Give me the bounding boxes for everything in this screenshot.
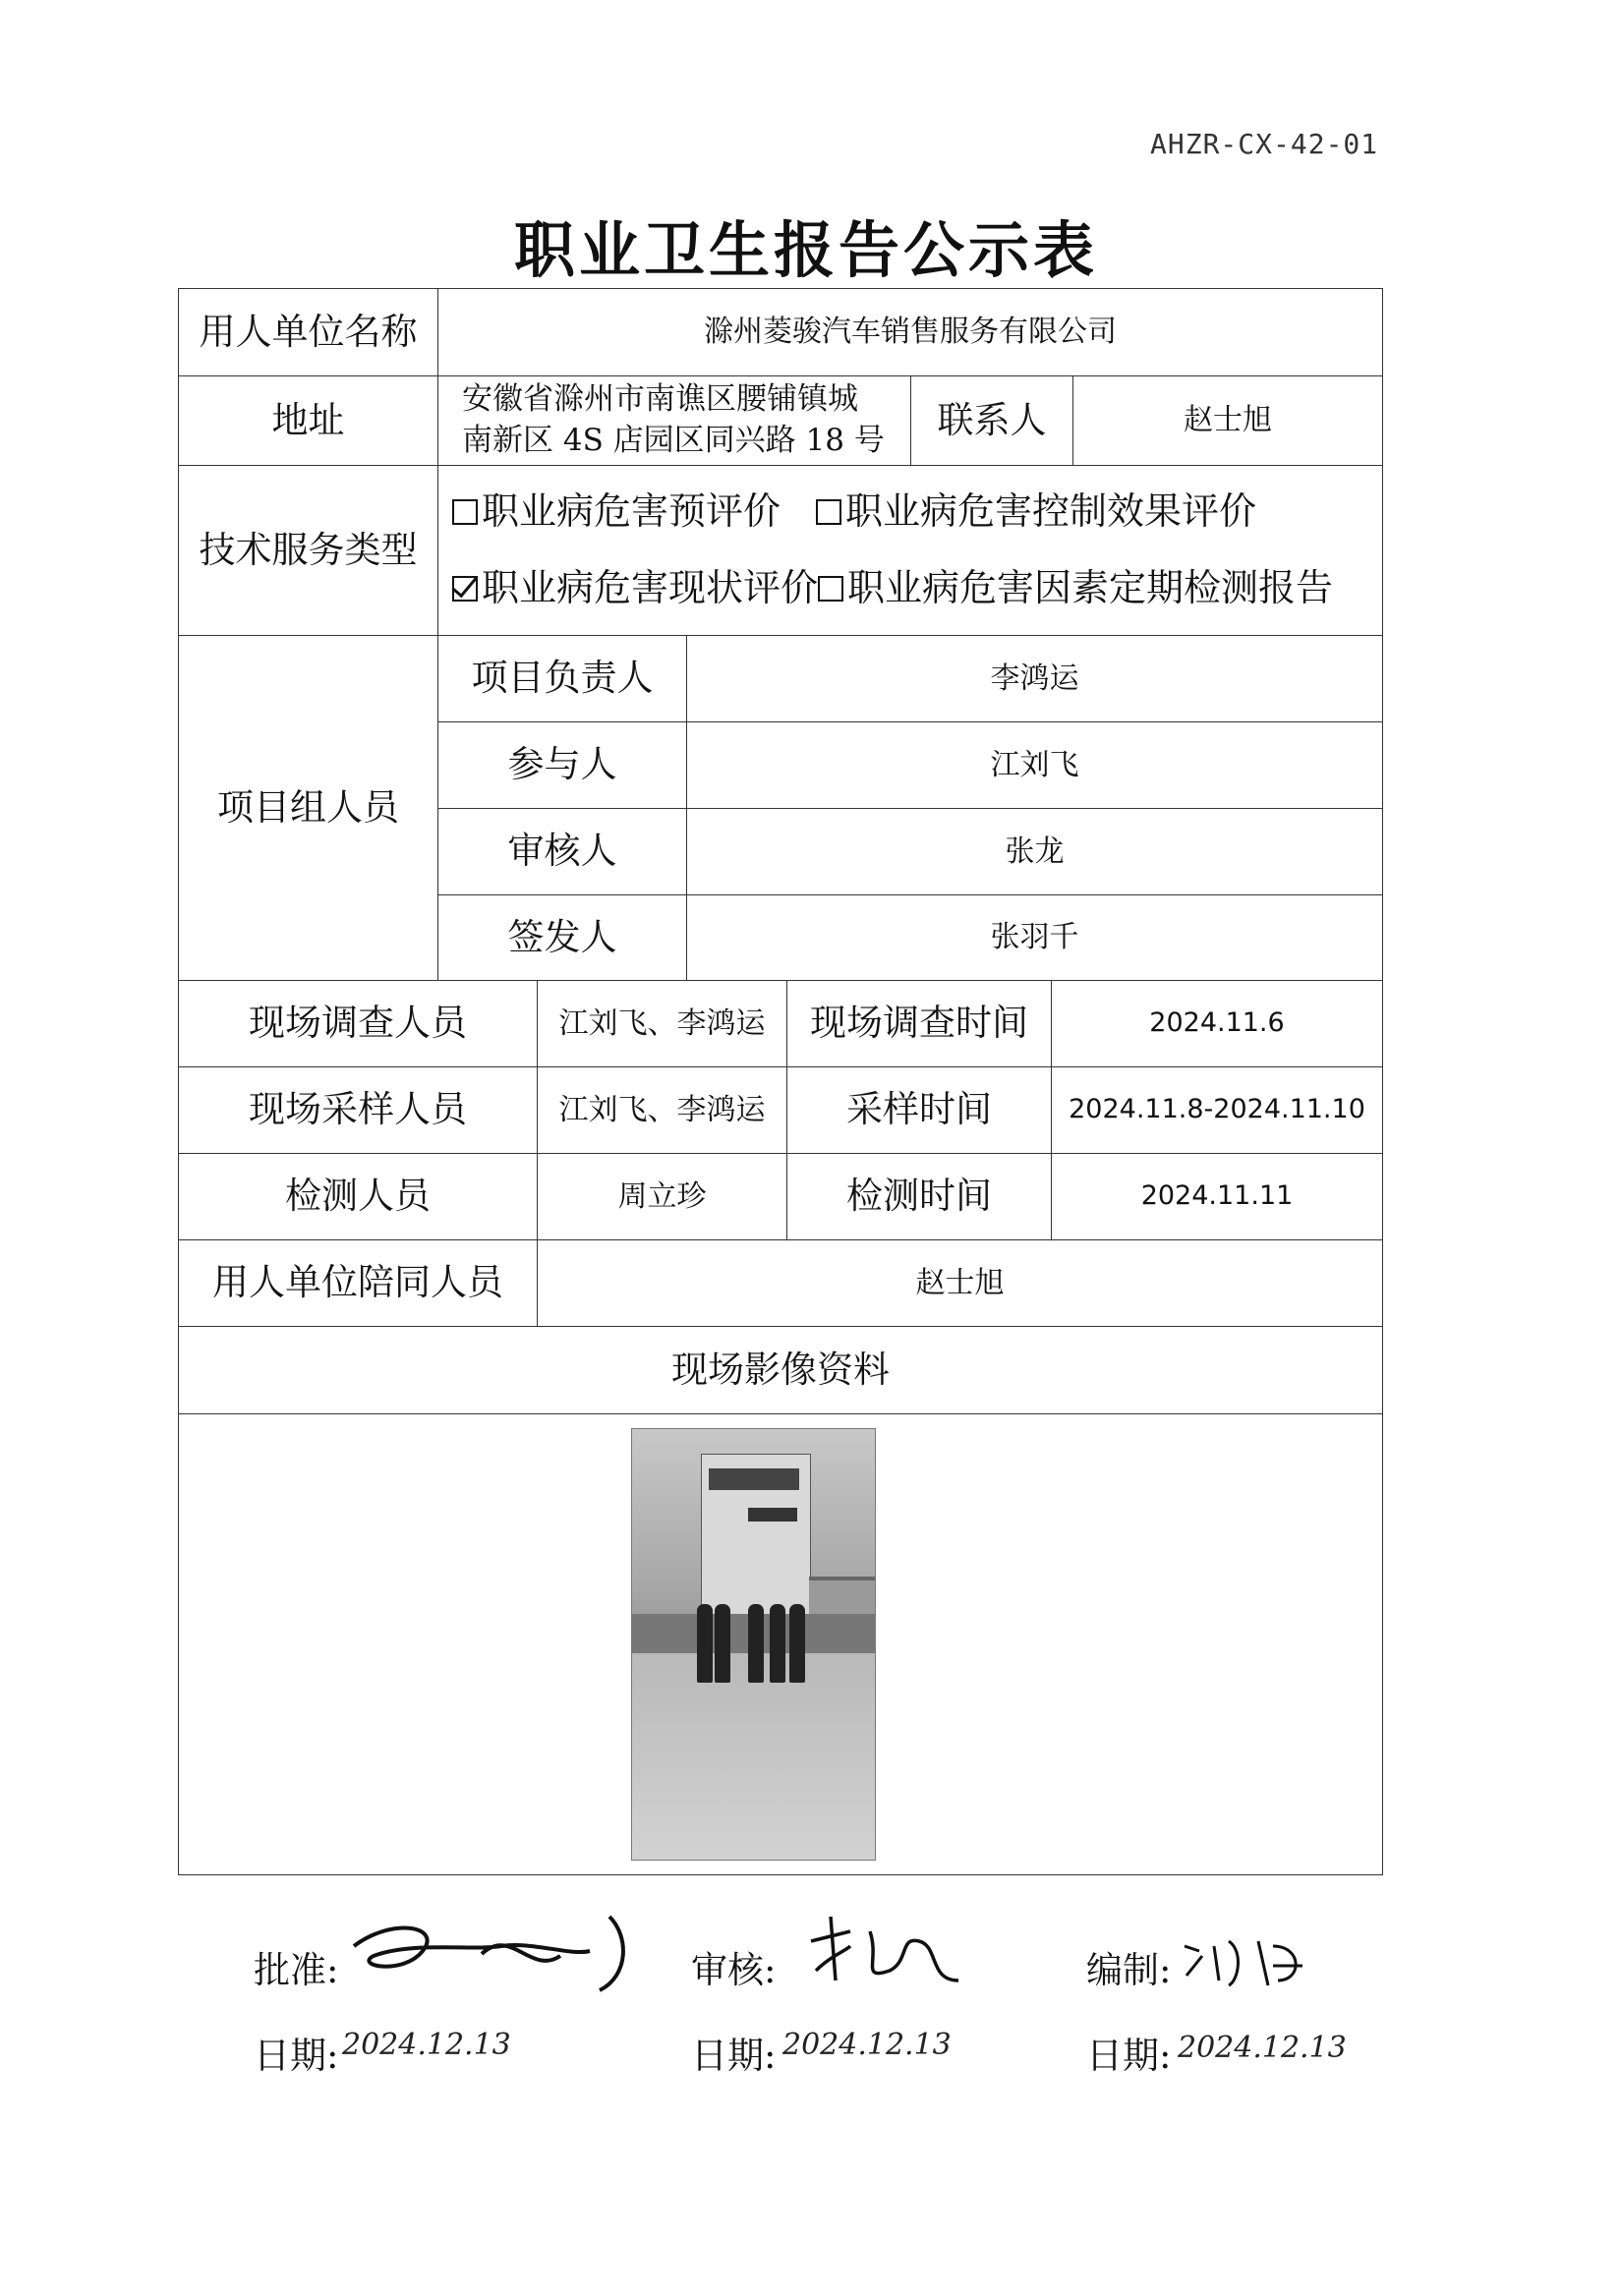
team-role: 签发人 [437, 894, 687, 981]
review-signature [791, 1902, 968, 2000]
service-type-options [437, 465, 1383, 636]
option-status-evaluation-label: 职业病危害现状评价 [482, 566, 819, 610]
survey-time: 2024.11.6 [1051, 980, 1383, 1067]
team-name: 张龙 [686, 808, 1383, 895]
testing-time: 2024.11.11 [1051, 1153, 1383, 1240]
sampling-staff: 江刘飞、李鸿运 [537, 1066, 787, 1154]
approve-date-label: 日期: [254, 2035, 339, 2077]
photo-person [748, 1604, 764, 1683]
service-type-label: 技术服务类型 [178, 465, 438, 636]
testing-staff: 周立珍 [537, 1153, 787, 1240]
site-photo [631, 1428, 876, 1861]
option-control-effect-evaluation-label: 职业病危害控制效果评价 [845, 489, 1257, 534]
photo-building-sign [709, 1468, 799, 1490]
team-label: 项目组人员 [178, 635, 438, 981]
photo-person [770, 1604, 785, 1683]
document-code: AHZR-CX-42-01 [1150, 128, 1379, 160]
survey-staff: 江刘飞、李鸿运 [537, 980, 787, 1067]
team-name: 张羽千 [686, 894, 1383, 981]
escort-label: 用人单位陪同人员 [178, 1239, 538, 1327]
address-line-2: 南新区 4S 店园区同兴路 18 号 [462, 423, 885, 458]
employer-name: 滁州菱骏汽车销售服务有限公司 [437, 288, 1383, 376]
site-images-label: 现场影像资料 [178, 1326, 1383, 1414]
team-name: 江刘飞 [686, 721, 1383, 809]
testing-label: 检测人员 [178, 1153, 538, 1240]
photo-person [789, 1604, 805, 1683]
photo-person [715, 1604, 730, 1683]
checkbox-control-effect-evaluation[interactable] [816, 499, 841, 525]
survey-label: 现场调查人员 [178, 980, 538, 1067]
checkbox-periodic-testing-report[interactable] [818, 576, 843, 602]
photo-person [697, 1604, 713, 1683]
approve-signature [334, 1897, 659, 2005]
team-role: 审核人 [437, 808, 687, 895]
service-options-row-2 [452, 566, 1333, 611]
team-role: 项目负责人 [437, 635, 687, 722]
service-options-row-1 [452, 489, 1256, 535]
compile-signature [1175, 1926, 1322, 1995]
compile-label: 编制: [1086, 1949, 1172, 1991]
testing-time-label: 检测时间 [786, 1153, 1052, 1240]
page-title: 职业卫生报告公示表 [513, 214, 1098, 286]
team-name: 李鸿运 [686, 635, 1383, 722]
team-role: 参与人 [437, 721, 687, 809]
escort-name: 赵士旭 [537, 1239, 1383, 1327]
photo-building-subsign [748, 1508, 797, 1521]
compile-date: 2024.12.13 [1178, 2031, 1347, 2065]
contact-value: 赵士旭 [1072, 375, 1383, 466]
sampling-label: 现场采样人员 [178, 1066, 538, 1154]
survey-time-label: 现场调查时间 [786, 980, 1052, 1067]
option-periodic-testing-report-label: 职业病危害因素定期检测报告 [847, 566, 1334, 610]
contact-label: 联系人 [910, 375, 1073, 466]
address-value [437, 375, 911, 466]
checkbox-pre-evaluation[interactable] [452, 499, 478, 525]
option-pre-evaluation-label: 职业病危害预评价 [482, 489, 781, 534]
approve-label: 批准: [254, 1949, 339, 1991]
address-label: 地址 [178, 375, 438, 466]
employer-label: 用人单位名称 [178, 288, 438, 376]
review-label: 审核: [691, 1949, 777, 1991]
review-date: 2024.12.13 [782, 2028, 952, 2062]
compile-date-label: 日期: [1086, 2035, 1172, 2077]
sampling-time-label: 采样时间 [786, 1066, 1052, 1154]
sampling-time: 2024.11.8-2024.11.10 [1051, 1066, 1383, 1154]
checkbox-status-evaluation[interactable] [452, 576, 478, 602]
address-line-1: 安徽省滁州市南谯区腰铺镇城 [462, 381, 858, 418]
approve-date: 2024.12.13 [342, 2028, 511, 2062]
photo-ground [632, 1653, 875, 1860]
review-date-label: 日期: [691, 2035, 777, 2077]
